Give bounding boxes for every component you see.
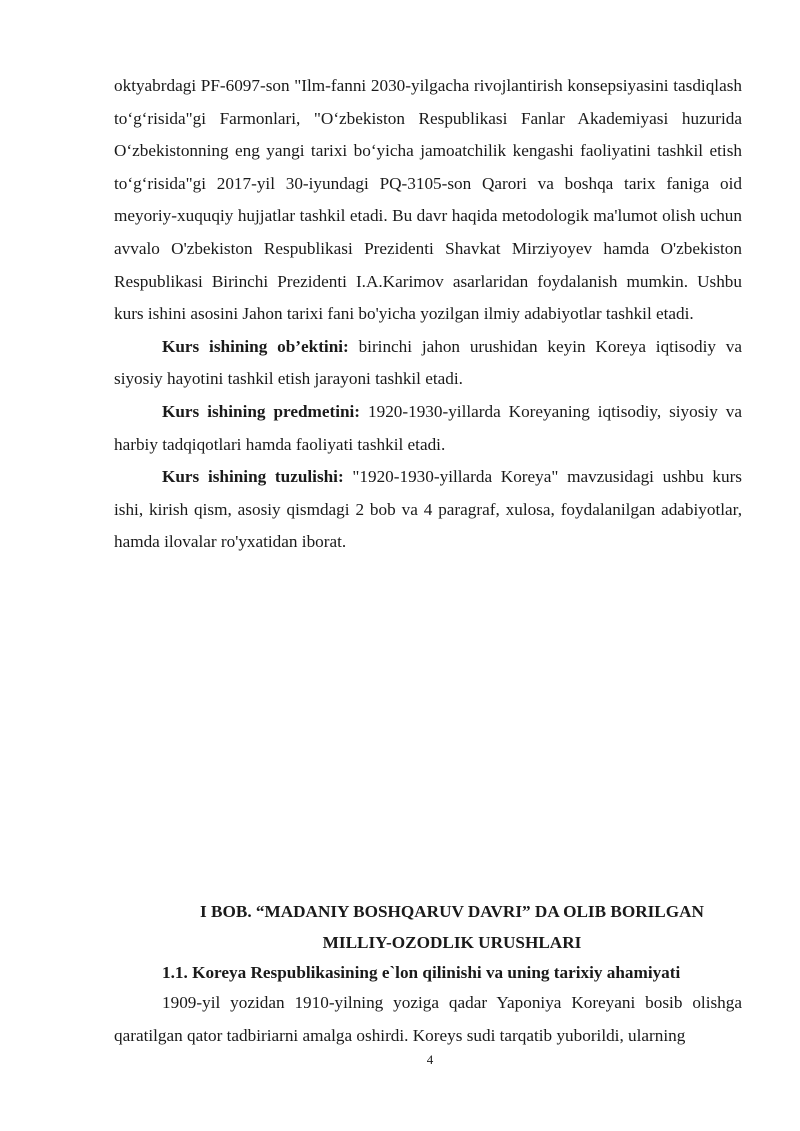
subject-label: Kurs ishining predmetini: bbox=[162, 401, 361, 421]
chapter-heading-line-1: I BOB. “MADANIY BOSHQARUV DAVRI” DA OLIB BORILGAN bbox=[200, 902, 704, 921]
paragraph-section-start: 1909-yil yozidan 1910-yilning yoziga qadar Yaponiya Koreyani bosib olishga qaratilgan qator tadbiriarni amalga oshirdi. Koreys sudi tarqatib yuborildi, ularning bbox=[114, 993, 742, 1045]
paragraph-structure bbox=[114, 461, 742, 559]
paragraph-object bbox=[114, 331, 742, 396]
structure-text: "1920-1930-yillarda Koreya" mavzusidagi ushbu kurs ishi, kirish qism, asosiy qismdagi 2 bob va 4 paragraf, xulosa, foydalanilgan adabiyotlar, hamda ilovalar ro'yxatidan iborat. bbox=[114, 467, 742, 552]
section-body bbox=[114, 987, 742, 1052]
intro-text bbox=[114, 70, 742, 559]
chapter-heading bbox=[114, 896, 742, 958]
subject-text: 1920-1930-yillarda Koreyaning iqtisodiy, siyosiy va harbiy tadqiqotlari hamda faoliyati tashkil etadi. bbox=[114, 401, 742, 454]
structure-label: Kurs ishining tuzulishi: bbox=[162, 467, 344, 487]
paragraph-subject bbox=[114, 396, 742, 461]
object-label: Kurs ishining ob’ektini: bbox=[162, 336, 349, 356]
object-text: birinchi jahon urushidan keyin Koreya iqtisodiy va siyosiy hayotini tashkil etish jarayoni tashkil etadi. bbox=[114, 336, 742, 389]
chapter-heading-line-2: MILLIY-OZODLIK URUSHLARI bbox=[322, 933, 582, 952]
section-heading: 1.1. Koreya Respublikasining e`lon qilinishi va uning tarixiy ahamiyati bbox=[162, 963, 681, 982]
page-number: 4 bbox=[426, 1052, 434, 1067]
paragraph-sources: oktyabrdagi PF-6097-son "Ilm-fanni 2030-yilgacha rivojlantirish konsepsiyasini tasdiqlash to‘g‘risida"gi Farmonlari, "O‘zbekiston Respublikasi Fanlar Akademiyasi huzurida O‘zbekistonning eng yangi tarixi bo‘yicha jamoatchilik kengashi faoliyatini tashkil etish to‘g‘risida"gi 2017-yil 30-iyundagi PQ-3105-son Qarori va boshqa tarix faniga oid meyoriy-xuquqiy hujjatlar tashkil etadi. Bu davr haqida metodologik ma'lumot olish uchun avvalo O'zbekiston Respublikasi Prezidenti Shavkat Mirziyoyev hamda O'zbekiston Respublikasi Birinchi Prezidenti I.A.Karimov asarlaridan foydalanish mumkin. Ushbu kurs ishini asosini Jahon tarixi fani bo'yicha yozilgan ilmiy adabiyotlar tashkil etadi. bbox=[114, 76, 742, 324]
